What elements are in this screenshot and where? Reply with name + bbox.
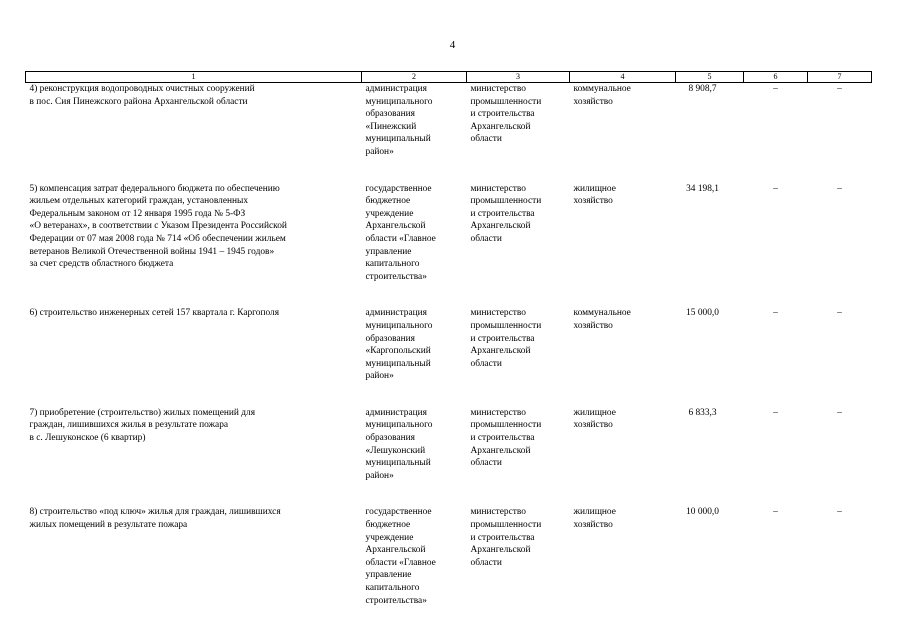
row-recipient: администрация муниципального образования «Каргопольский муниципальный район» [365,308,433,382]
row-recipient: администрация муниципального образования «Пинежский муниципальный район» [365,84,433,157]
row-col6: – [773,183,778,194]
row-administrator: министерство промышленности и строительства Архангельской области [470,84,542,145]
row-description: 5) компенсация затрат федерального бюджета по обеспечению жильем отдельных категорий граждан, установленных Федеральным законом от 12 января 1995 года № 5-ФЗ «О ветеранах», в соответствии с Указом Президента Российской Федерации от 07 мая 2008 года № 714 «Об обеспечении жильем ветеранов Великой Отечественной войны 1941 – 1945 годов» за счет средств областного бюджета [29,183,287,270]
page-number: 4 [449,39,456,51]
row-col7: – [837,407,842,418]
row-sector: коммунальное хозяйство [573,308,631,331]
table-row [26,183,872,284]
row-description: 6) строительство инженерных сетей 157 квартала г. Каргополя [29,308,280,319]
row-col6: – [773,84,778,94]
table-row [26,407,872,483]
row-sector: коммунальное хозяйство [573,84,631,107]
row-amount: 8 908,7 [688,84,717,94]
row-recipient: государственное бюджетное учреждение Архангельской области «Главное управление капитального строительства» [365,507,436,606]
table-row [26,307,872,383]
row-amount: 10 000,0 [686,507,719,518]
program-table [25,71,872,607]
header-col-6: 6 [744,72,808,83]
row-administrator: министерство промышленности и строительства Архангельской области [470,308,542,369]
row-amount: 34 198,1 [686,183,719,194]
row-col6: – [773,407,778,418]
row-col7: – [837,308,842,319]
table-row [26,506,872,607]
row-administrator: министерство промышленности и строительства Архангельской области [470,183,542,244]
row-administrator: министерство промышленности и строительства Архангельской области [470,507,542,568]
row-col6: – [773,308,778,319]
header-col-3: 3 [467,72,570,83]
row-col6: – [773,507,778,518]
row-amount: 6 833,3 [688,407,717,418]
row-recipient: государственное бюджетное учреждение Архангельской области «Главное управление капитального строительства» [365,183,436,282]
table-row [26,83,872,159]
header-col-5: 5 [676,72,744,83]
row-description: 7) приобретение (строительство) жилых помещений для граждан, лишившихся жилья в результате пожара в с. Лешуконское (6 квартир) [29,407,256,444]
row-recipient: администрация муниципального образования «Лешуконский муниципальный район» [365,407,433,481]
row-description: 8) строительство «под ключ» жилья для граждан, лишившихся жилых помещений в результате пожара [29,507,281,531]
row-col7: – [837,84,842,94]
column-number-header [26,72,872,83]
row-administrator: министерство промышленности и строительства Архангельской области [470,407,542,469]
header-col-4: 4 [570,72,676,83]
header-col-7: 7 [808,72,872,83]
header-col-2: 2 [362,72,467,83]
row-sector: жилищное хозяйство [573,407,616,431]
row-sector: жилищное хозяйство [573,507,616,531]
header-col-1: 1 [26,72,362,83]
row-sector: жилищное хозяйство [573,183,616,207]
row-col7: – [837,183,842,194]
row-amount: 15 000,0 [686,308,719,319]
row-description: 4) реконструкция водопроводных очистных сооружений в пос. Сия Пинежского района Архангельской области [29,84,255,107]
row-col7: – [837,507,842,518]
